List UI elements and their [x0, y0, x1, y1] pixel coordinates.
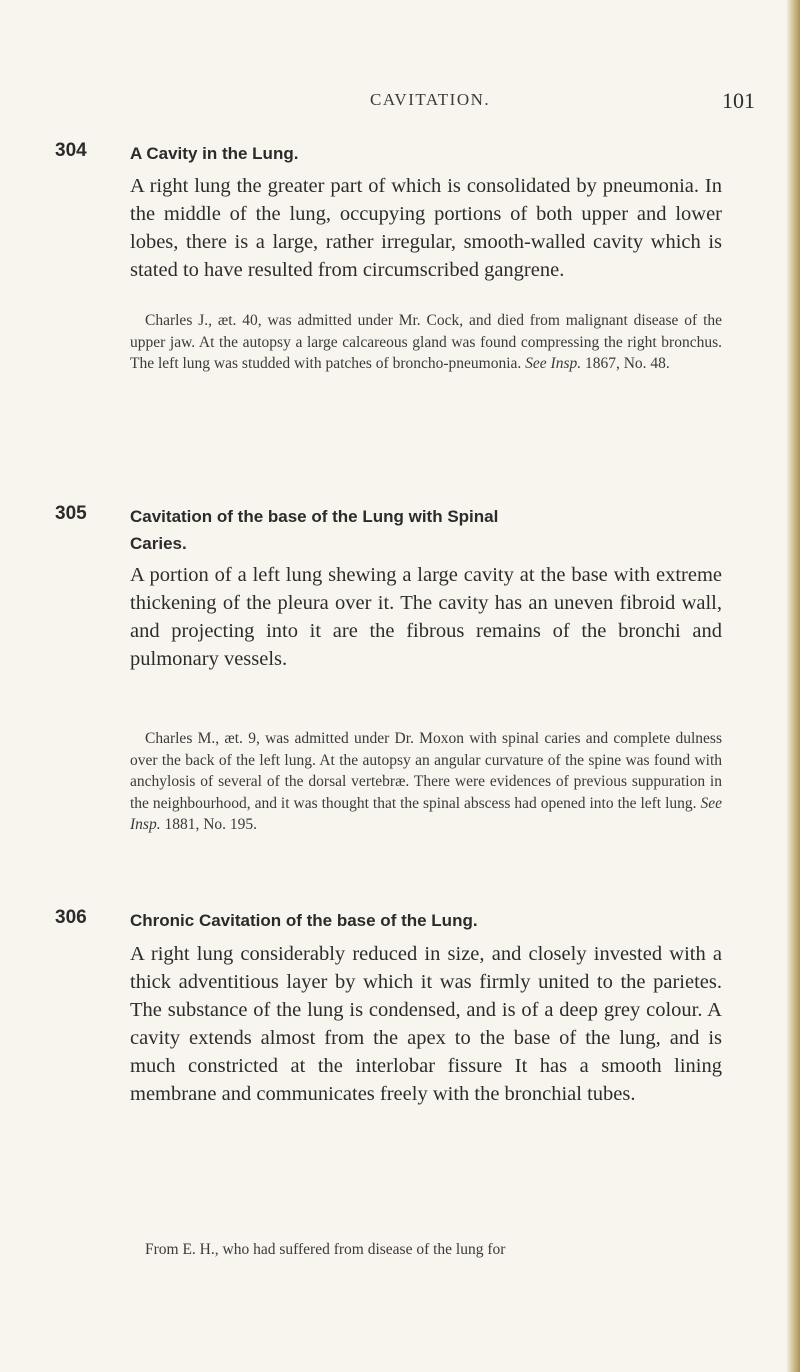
- entry-number: 305: [55, 503, 87, 524]
- entry-title: [130, 503, 720, 557]
- case-note-text: Charles J., æt. 40, was admitted under Mr. Cock, and died from malignant disease of the upper jaw. At the autopsy a large calcareous gland was found compressing the right bronchus. The left lung was studded with patches of broncho-pneumonia.: [130, 312, 722, 372]
- entry-number: 304: [55, 140, 87, 161]
- entry-title: A Cavity in the Lung.: [130, 144, 299, 163]
- entry-number: 306: [55, 907, 87, 928]
- entry-title: Chronic Cavitation of the base of the Lung.: [130, 911, 478, 930]
- running-head: [0, 88, 800, 118]
- case-note: From E. H., who had suffered from disease of the lung for: [145, 1241, 506, 1258]
- page-edge: [786, 0, 800, 1372]
- reference-prefix: See Insp.: [130, 794, 722, 833]
- specimen-description: A right lung considerably reduced in size, and closely invested with a thick adventitious layer by which it was firmly united to the parietes. The substance of the lung is condensed, and is of a deep grey colour. A cavity extends almost from the apex to the base of the lung, and is much constricted at the interlobar fissure It has a smooth lining membrane and communicates freely with the bronchial tubes.: [130, 943, 722, 1105]
- specimen-description: A portion of a left lung shewing a large cavity at the base with extreme thickening of the pleura over it. The cavity has an uneven fibroid wall, and projecting into it are the fibrous remains of the bronchi and pulmonary vessels.: [130, 564, 722, 670]
- entry-title-line-1: Cavitation of the base of the Lung with Spinal: [130, 507, 499, 526]
- case-note: [130, 310, 722, 375]
- reference-rest: 1881, No. 195.: [164, 816, 258, 833]
- specimen-description: A right lung the greater part of which is consolidated by pneumonia. In the middle of the lung, occupying portions of both upper and lower lobes, there is a large, rather irregular, smooth-walled cavity which is stated to have resulted from circumscribed gangrene.: [130, 175, 722, 281]
- reference-rest: 1867, No. 48.: [584, 355, 670, 372]
- case-note-text: Charles M., æt. 9, was admitted under Dr. Moxon with spinal caries and complete dulness over the back of the left lung. At the autopsy an angular curvature of the spine was found with anchylosis of several of the dorsal vertebræ. There were evidences of previous suppuration in the neighbourhood, and it was thought that the spinal abscess had opened into the left lung.: [130, 730, 722, 812]
- page-number: 101: [722, 88, 755, 113]
- running-title: CAVITATION.: [370, 90, 491, 109]
- case-note: [130, 728, 722, 836]
- entry-title-line-2: Caries.: [130, 534, 187, 553]
- reference-prefix: See Insp.: [525, 355, 582, 372]
